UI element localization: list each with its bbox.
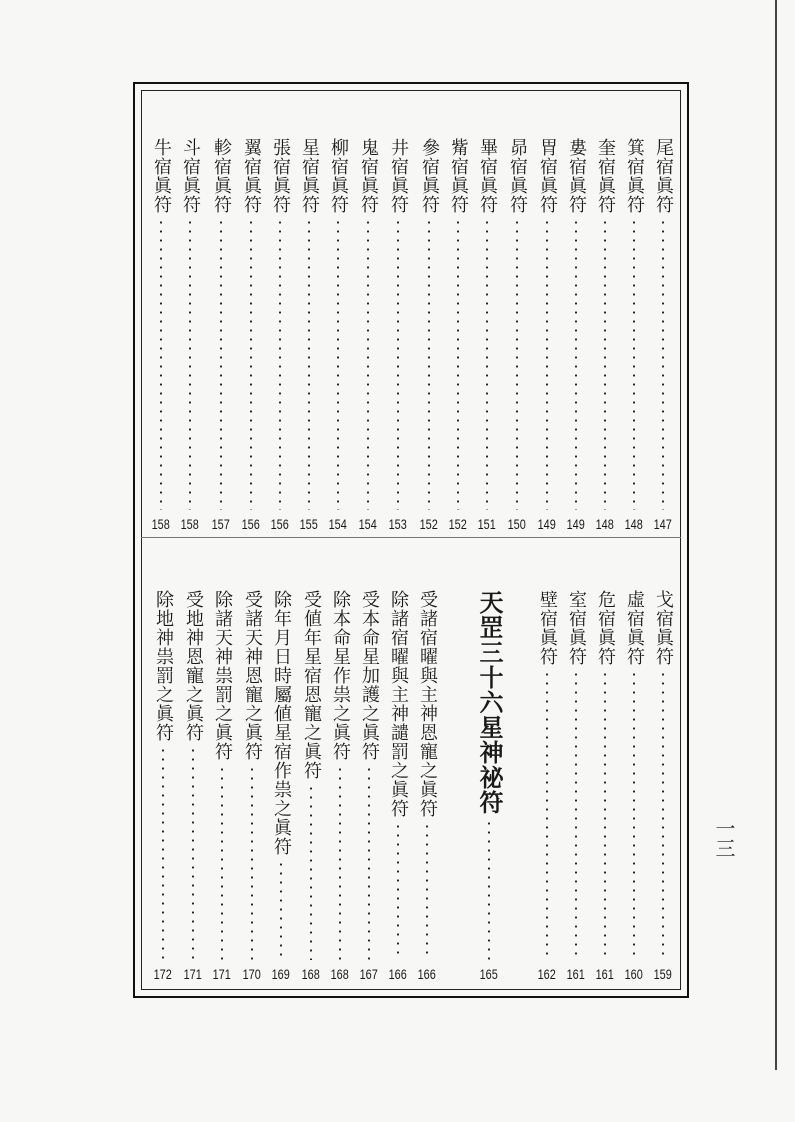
leader-dots xyxy=(367,218,369,510)
leader-dots xyxy=(486,218,488,510)
toc-entry-title: 虛宿眞符 xyxy=(624,590,645,666)
toc-entry-page: 148 xyxy=(624,516,644,532)
toc-entry xyxy=(355,590,383,982)
toc-entry-title: 觜宿眞符 xyxy=(448,138,469,214)
toc-entry xyxy=(384,138,412,532)
leader-dots xyxy=(662,670,664,960)
toc-entry-title: 危宿眞符 xyxy=(595,590,616,666)
toc-entry-page: 162 xyxy=(537,966,557,982)
toc-entry-title: 受諸天神恩寵之眞符 xyxy=(242,590,263,761)
toc-entry-page: 147 xyxy=(653,516,673,532)
page-edge-line xyxy=(775,0,777,1070)
toc-entry xyxy=(149,590,177,982)
toc-entry-title: 翼宿眞符 xyxy=(241,138,262,214)
toc-entry-page: 152 xyxy=(448,516,468,532)
toc-entry-title: 昴宿眞符 xyxy=(507,138,528,214)
leader-dots xyxy=(633,218,635,510)
leader-dots xyxy=(662,218,664,510)
toc-entry xyxy=(562,590,590,982)
toc-entry-title: 婁宿眞符 xyxy=(566,138,587,214)
leader-dots xyxy=(575,670,577,960)
toc-entry xyxy=(176,138,204,532)
leader-dots xyxy=(546,670,548,960)
page-number: 一三 xyxy=(712,818,736,858)
toc-entry-page: 168 xyxy=(301,966,321,982)
toc-entry-title: 軫宿眞符 xyxy=(211,138,232,214)
section-divider xyxy=(141,537,681,538)
leader-dots xyxy=(633,670,635,960)
toc-entry-title: 除本命星作祟之眞符 xyxy=(330,590,351,761)
toc-entry xyxy=(503,138,531,532)
toc-entry-title: 除地神祟罰之眞符 xyxy=(153,590,174,742)
toc-entry xyxy=(591,590,619,982)
leader-dots xyxy=(189,218,191,510)
toc-entry-title: 受本命星加護之眞符 xyxy=(359,590,380,761)
toc-entry-title: 井宿眞符 xyxy=(388,138,409,214)
toc-entry xyxy=(384,590,412,982)
leader-dots xyxy=(160,218,162,510)
toc-entry xyxy=(415,138,443,532)
toc-entry-title: 除諸宿曜與主神譴罰之眞符 xyxy=(388,590,409,818)
toc-entry xyxy=(326,590,354,982)
leader-dots xyxy=(279,218,281,510)
toc-entry xyxy=(295,138,323,532)
toc-entry-page: 169 xyxy=(271,966,291,982)
toc-entry-title: 星宿眞符 xyxy=(299,138,320,214)
toc-entry xyxy=(354,138,382,532)
leader-dots xyxy=(280,860,282,960)
leader-dots xyxy=(516,218,518,510)
toc-entry-page: 153 xyxy=(388,516,408,532)
toc-entry-page: 160 xyxy=(624,966,644,982)
toc-entry xyxy=(649,590,677,982)
toc-entry xyxy=(208,590,236,982)
leader-dots xyxy=(308,218,310,510)
leader-dots xyxy=(368,765,370,960)
toc-entry-title: 鬼宿眞符 xyxy=(358,138,379,214)
toc-entry xyxy=(473,138,501,532)
toc-entry-title: 天罡三十六星神祕符 xyxy=(475,590,504,815)
toc-entry-title: 尾宿眞符 xyxy=(653,138,674,214)
toc-entry-page: 166 xyxy=(388,966,408,982)
toc-entry-page: 154 xyxy=(328,516,348,532)
leader-dots xyxy=(604,670,606,960)
toc-entry-page: 171 xyxy=(212,966,232,982)
toc-entry-page: 154 xyxy=(358,516,378,532)
toc-entry-title: 胃宿眞符 xyxy=(537,138,558,214)
toc-entry-page: 172 xyxy=(153,966,173,982)
leader-dots xyxy=(192,746,194,960)
leader-dots xyxy=(251,765,253,960)
leader-dots xyxy=(426,822,428,960)
toc-entry-title: 畢宿眞符 xyxy=(477,138,498,214)
toc-entry xyxy=(179,590,207,982)
toc-entry-page: 166 xyxy=(417,966,437,982)
toc-entry-page: 161 xyxy=(566,966,586,982)
toc-entry-page: 148 xyxy=(595,516,615,532)
toc-entry-page: 152 xyxy=(419,516,439,532)
toc-entry-title: 受値年星宿恩寵之眞符 xyxy=(301,590,322,780)
toc-entry xyxy=(324,138,352,532)
toc-entry-title: 壁宿眞符 xyxy=(537,590,558,666)
toc-entry xyxy=(297,590,325,982)
toc-entry-page: 149 xyxy=(566,516,586,532)
toc-entry-page: 155 xyxy=(299,516,319,532)
toc-entry-title: 牛宿眞符 xyxy=(151,138,172,214)
toc-entry xyxy=(533,138,561,532)
toc-entry-page: 151 xyxy=(477,516,497,532)
leader-dots xyxy=(337,218,339,510)
leader-dots xyxy=(488,819,490,960)
leader-dots xyxy=(397,218,399,510)
toc-entry-title: 除年月日時屬値星宿作祟之眞符 xyxy=(271,590,292,856)
toc-entry-page: 165 xyxy=(479,966,499,982)
toc-section-heading xyxy=(475,590,503,982)
toc-entry xyxy=(620,138,648,532)
toc-entry-page: 171 xyxy=(183,966,203,982)
toc-entry xyxy=(533,590,561,982)
toc-entry xyxy=(267,590,295,982)
toc-entry-page: 170 xyxy=(242,966,262,982)
toc-entry-title: 受諸宿曜與主神恩寵之眞符 xyxy=(417,590,438,818)
toc-entry xyxy=(266,138,294,532)
leader-dots xyxy=(339,765,341,960)
toc-entry-title: 斗宿眞符 xyxy=(180,138,201,214)
toc-entry-page: 167 xyxy=(359,966,379,982)
toc-entry-page: 158 xyxy=(180,516,200,532)
toc-entry-page: 158 xyxy=(151,516,171,532)
leader-dots xyxy=(250,218,252,510)
toc-entry xyxy=(147,138,175,532)
leader-dots xyxy=(162,746,164,960)
leader-dots xyxy=(397,822,399,960)
toc-entry-page: 156 xyxy=(241,516,261,532)
leader-dots xyxy=(575,218,577,510)
toc-entry-title: 奎宿眞符 xyxy=(595,138,616,214)
toc-entry-page: 157 xyxy=(211,516,231,532)
toc-entry xyxy=(444,138,472,532)
leader-dots xyxy=(220,218,222,510)
toc-entry-title: 柳宿眞符 xyxy=(328,138,349,214)
toc-entry-title: 除諸天神祟罰之眞符 xyxy=(212,590,233,761)
toc-entry-page: 168 xyxy=(330,966,350,982)
toc-entry xyxy=(413,590,441,982)
toc-entry-title: 箕宿眞符 xyxy=(624,138,645,214)
toc-entry-title: 參宿眞符 xyxy=(419,138,440,214)
toc-entry-page: 161 xyxy=(595,966,615,982)
toc-entry-title: 張宿眞符 xyxy=(270,138,291,214)
toc-entry xyxy=(562,138,590,532)
toc-entry-page: 156 xyxy=(270,516,290,532)
toc-entry xyxy=(620,590,648,982)
leader-dots xyxy=(457,218,459,510)
leader-dots xyxy=(604,218,606,510)
leader-dots xyxy=(221,765,223,960)
leader-dots xyxy=(546,218,548,510)
toc-entry xyxy=(238,590,266,982)
toc-entry xyxy=(237,138,265,532)
toc-entry-title: 室宿眞符 xyxy=(566,590,587,666)
toc-entry-title: 受地神恩寵之眞符 xyxy=(183,590,204,742)
toc-entry-title: 戈宿眞符 xyxy=(653,590,674,666)
toc-entry xyxy=(207,138,235,532)
toc-entry xyxy=(649,138,677,532)
leader-dots xyxy=(310,784,312,960)
leader-dots xyxy=(428,218,430,510)
toc-entry-page: 149 xyxy=(537,516,557,532)
toc-entry xyxy=(591,138,619,532)
toc-entry-page: 159 xyxy=(653,966,673,982)
toc-entry-page: 150 xyxy=(507,516,527,532)
